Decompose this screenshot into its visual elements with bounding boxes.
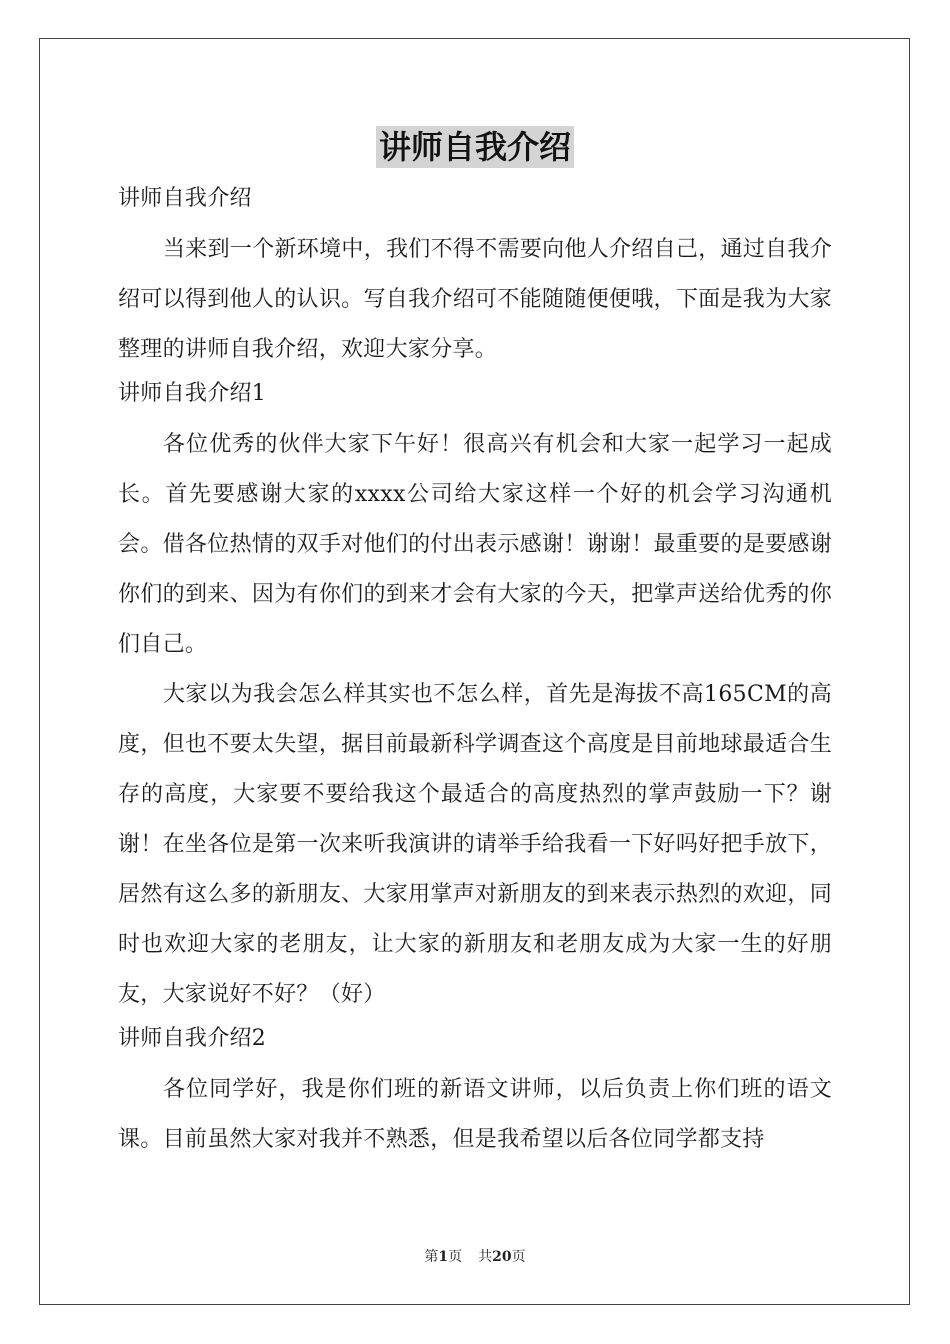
page-prefix: 第 bbox=[424, 1249, 439, 1265]
total-suffix: 页 bbox=[511, 1249, 526, 1265]
section-heading: 讲师自我介绍1 bbox=[118, 381, 267, 406]
paragraph: 各位优秀的伙伴大家下午好！很高兴有机会和大家一起学习一起成长。首先要感谢大家的xxxx公司给大家这样一个好的机会学习沟通机会。借各位热情的双手对他们的付出表示感谢！谢谢！最重要的是要感谢你们的到来、因为有你们的到来才会有大家的今天，把掌声送给优秀的你们自己。 bbox=[118, 432, 832, 657]
page-suffix: 页 bbox=[448, 1249, 463, 1265]
document-body bbox=[118, 180, 832, 1165]
paragraph: 大家以为我会怎么样其实也不怎么样，首先是海拔不高165CM的高度，但也不要太失望，据目前最新科学调查这个高度是目前地球最适合生存的高度，大家要不要给我这个最适合的高度热烈的掌声鼓励一下？谢谢！在坐各位是第一次来听我演讲的请举手给我看一下好吗好把手放下，居然有这么多的新朋友、大家用掌声对新朋友的到来表示热烈的欢迎，同时也欢迎大家的老朋友，让大家的新朋友和老朋友成为大家一生的好朋友，大家说好不好？（好） bbox=[118, 682, 832, 1007]
total-pages: 20 bbox=[492, 1249, 512, 1265]
page-footer bbox=[0, 1246, 950, 1266]
paragraph: 当来到一个新环境中，我们不得不需要向他人介绍自己，通过自我介绍可以得到他人的认识。写自我介绍可不能随随便便哦，下面是我为大家整理的讲师自我介绍，欢迎大家分享。 bbox=[118, 237, 833, 362]
total-prefix: 共 bbox=[478, 1249, 493, 1265]
section-heading: 讲师自我介绍2 bbox=[118, 1026, 267, 1051]
page-number: 1 bbox=[438, 1249, 449, 1265]
paragraph: 各位同学好，我是你们班的新语文讲师，以后负责上你们班的语文课。目前虽然大家对我并不熟悉，但是我希望以后各位同学都支持 bbox=[118, 1077, 832, 1152]
document-title: 讲师自我介绍 bbox=[376, 126, 574, 168]
section-heading: 讲师自我介绍 bbox=[118, 186, 252, 211]
title-container bbox=[0, 126, 950, 168]
